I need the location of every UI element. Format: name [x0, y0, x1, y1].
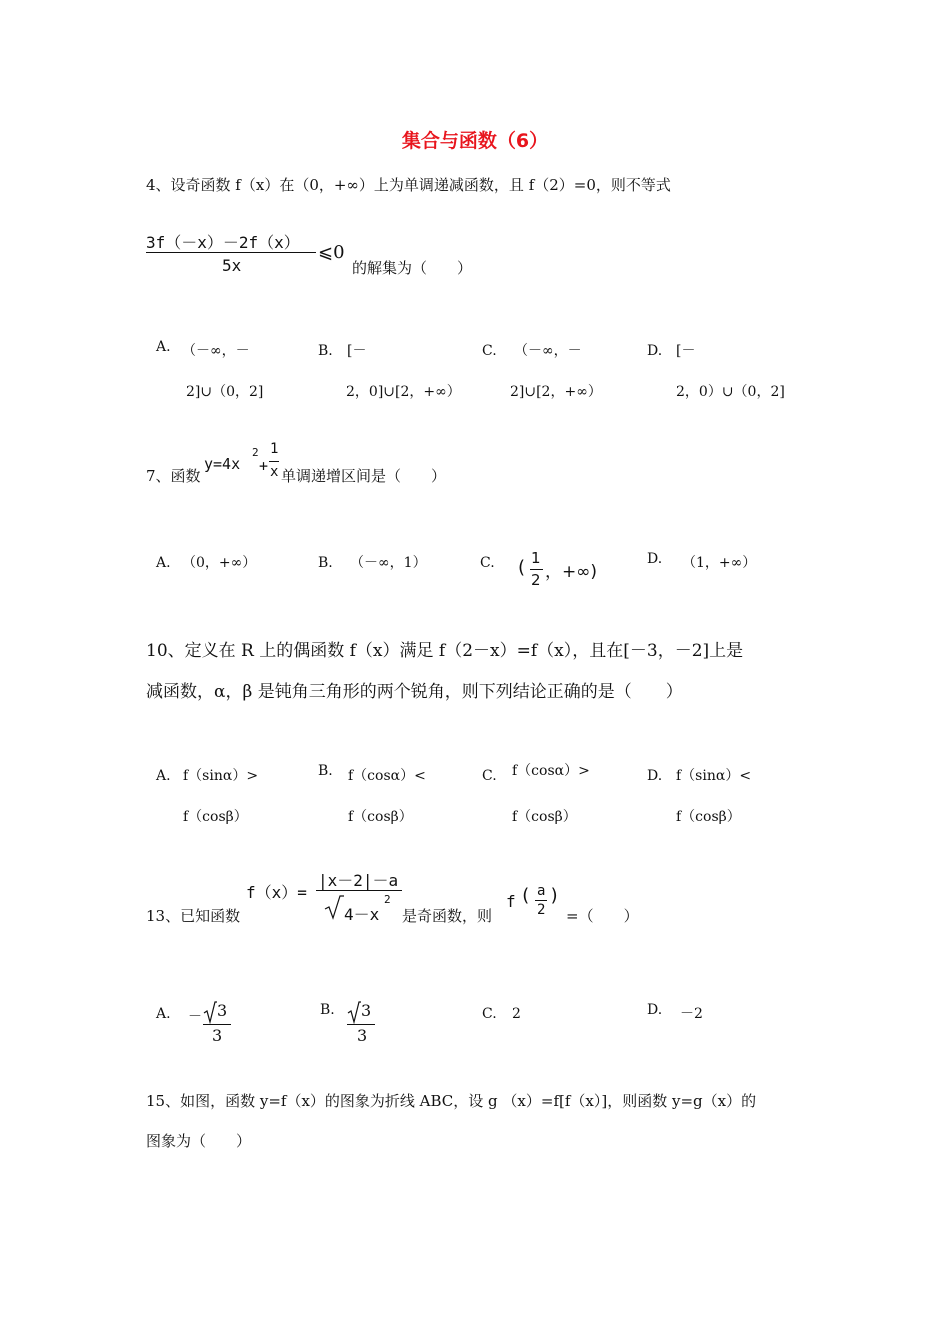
option-num: 3	[217, 1001, 228, 1020]
option-letter: B.	[318, 555, 333, 571]
option-line1: f（sinα）>	[183, 768, 259, 784]
option-letter: C.	[482, 1006, 497, 1022]
q4-relation: ⩽0	[318, 242, 345, 263]
q10-line1: 10、定义在 R 上的偶函数 f（x）满足 f（2－x）=f（x），且在[－3，－2]上是	[146, 641, 744, 661]
q13-f-label: f	[506, 892, 516, 911]
q13-frac-den-root: 4－x	[344, 905, 380, 924]
q13-frac-bar	[316, 890, 402, 891]
page-title: 集合与函数（6）	[401, 130, 549, 152]
q15-line2: 图象为（ ）	[146, 1132, 252, 1150]
option-letter: B.	[318, 763, 333, 779]
option-text: 2	[512, 1006, 521, 1022]
option-num: 3	[361, 1001, 372, 1020]
option-text: （1，+∞）	[682, 555, 757, 571]
option-den: 3	[212, 1026, 223, 1045]
option-paren: (	[518, 557, 526, 578]
option-line2: f（cosβ）	[512, 809, 577, 825]
q15-line1: 15、如图，函数 y=f（x）的图象为折线 ABC，设 g （x）=f[f（x）]，则函数 y=g（x）的	[146, 1092, 757, 1110]
q4-tail: 的解集为（ ）	[352, 259, 473, 277]
option-frac-den: 2	[531, 571, 541, 589]
option-letter: D.	[647, 768, 663, 784]
option-line2: 2，0）∪（0，2]	[676, 384, 785, 400]
q4-stem: 4、设奇函数 f（x）在（0，+∞）上为单调递减函数，且 f（2）=0，则不等式	[146, 176, 671, 194]
option-line1: （－∞，－	[182, 343, 250, 359]
q7-frac-bar	[269, 461, 279, 462]
q13-arg-rparen: )	[549, 885, 560, 906]
option-letter: D.	[647, 1002, 663, 1018]
option-letter: D.	[647, 551, 663, 567]
sqrt-sign-icon	[347, 1000, 361, 1024]
option-letter: B.	[320, 1002, 335, 1018]
option-text: （0，+∞）	[182, 555, 257, 571]
option-line2: f（cosβ）	[183, 809, 248, 825]
q7-frac-den: x	[270, 464, 279, 480]
q13-sqrt-sign-icon	[324, 894, 344, 920]
q7-frac-num: 1	[270, 441, 279, 457]
q10-line2: 减函数，α，β 是钝角三角形的两个锐角，则下列结论正确的是（ ）	[146, 682, 683, 702]
option-letter: D.	[647, 343, 663, 359]
q7-prefix: 7、函数	[146, 467, 201, 485]
q7-plus: +	[259, 457, 269, 475]
q4-fraction-bar	[146, 252, 316, 253]
q7-tail: 单调递增区间是（ ）	[281, 467, 447, 485]
q13-arg-den: 2	[537, 902, 546, 918]
option-letter: C.	[480, 555, 495, 571]
q7-formula: y=4x	[204, 455, 241, 473]
option-letter: A.	[156, 1006, 171, 1022]
option-den: 3	[357, 1026, 368, 1045]
option-line2: 2]∪[2，+∞）	[510, 384, 602, 400]
q13-arg-lparen: (	[520, 885, 531, 906]
option-text: －2	[680, 1006, 703, 1022]
q13-arg-bar	[535, 900, 547, 901]
option-frac-num: 1	[531, 549, 541, 567]
q13-lhs: f（x）=	[246, 883, 307, 902]
option-line1: [－	[676, 343, 696, 359]
q13-arg-num: a	[537, 883, 546, 899]
option-line1: f（cosα）>	[512, 763, 590, 779]
sqrt-sign-icon	[203, 1000, 217, 1024]
q7-exponent: 2	[252, 446, 259, 459]
option-line1: （－∞，－	[514, 343, 582, 359]
option-line1: [－	[347, 343, 367, 359]
option-rest: ，+∞)	[545, 562, 598, 582]
q13-tail: =（ ）	[566, 907, 639, 925]
option-letter: A.	[156, 768, 171, 784]
q13-frac-num: |x－2|－a	[318, 871, 399, 890]
q13-mid: 是奇函数，则	[402, 907, 493, 925]
option-letter: C.	[482, 343, 497, 359]
option-line2: 2]∪（0，2]	[186, 384, 264, 400]
option-line1: f（sinα）<	[676, 768, 752, 784]
option-frac-bar	[203, 1024, 231, 1025]
option-letter: A.	[156, 339, 171, 355]
q4-fraction-denominator: 5x	[222, 256, 242, 275]
option-frac-bar	[530, 569, 543, 570]
q13-prefix: 13、已知函数	[146, 907, 241, 925]
option-letter: A.	[156, 555, 171, 571]
option-letter: C.	[482, 768, 497, 784]
option-frac-bar	[347, 1024, 375, 1025]
option-text: （－∞，1）	[350, 555, 427, 571]
q13-frac-den-exp: 2	[384, 893, 391, 906]
option-sign: －	[188, 1009, 202, 1025]
q4-fraction-numerator: 3f（－x）－2f（x）	[146, 233, 300, 252]
option-letter: B.	[318, 343, 333, 359]
option-line2: f（cosβ）	[676, 809, 741, 825]
option-line2: f（cosβ）	[348, 809, 413, 825]
option-line1: f（cosα）<	[348, 768, 426, 784]
option-line2: 2，0]∪[2，+∞）	[346, 384, 461, 400]
